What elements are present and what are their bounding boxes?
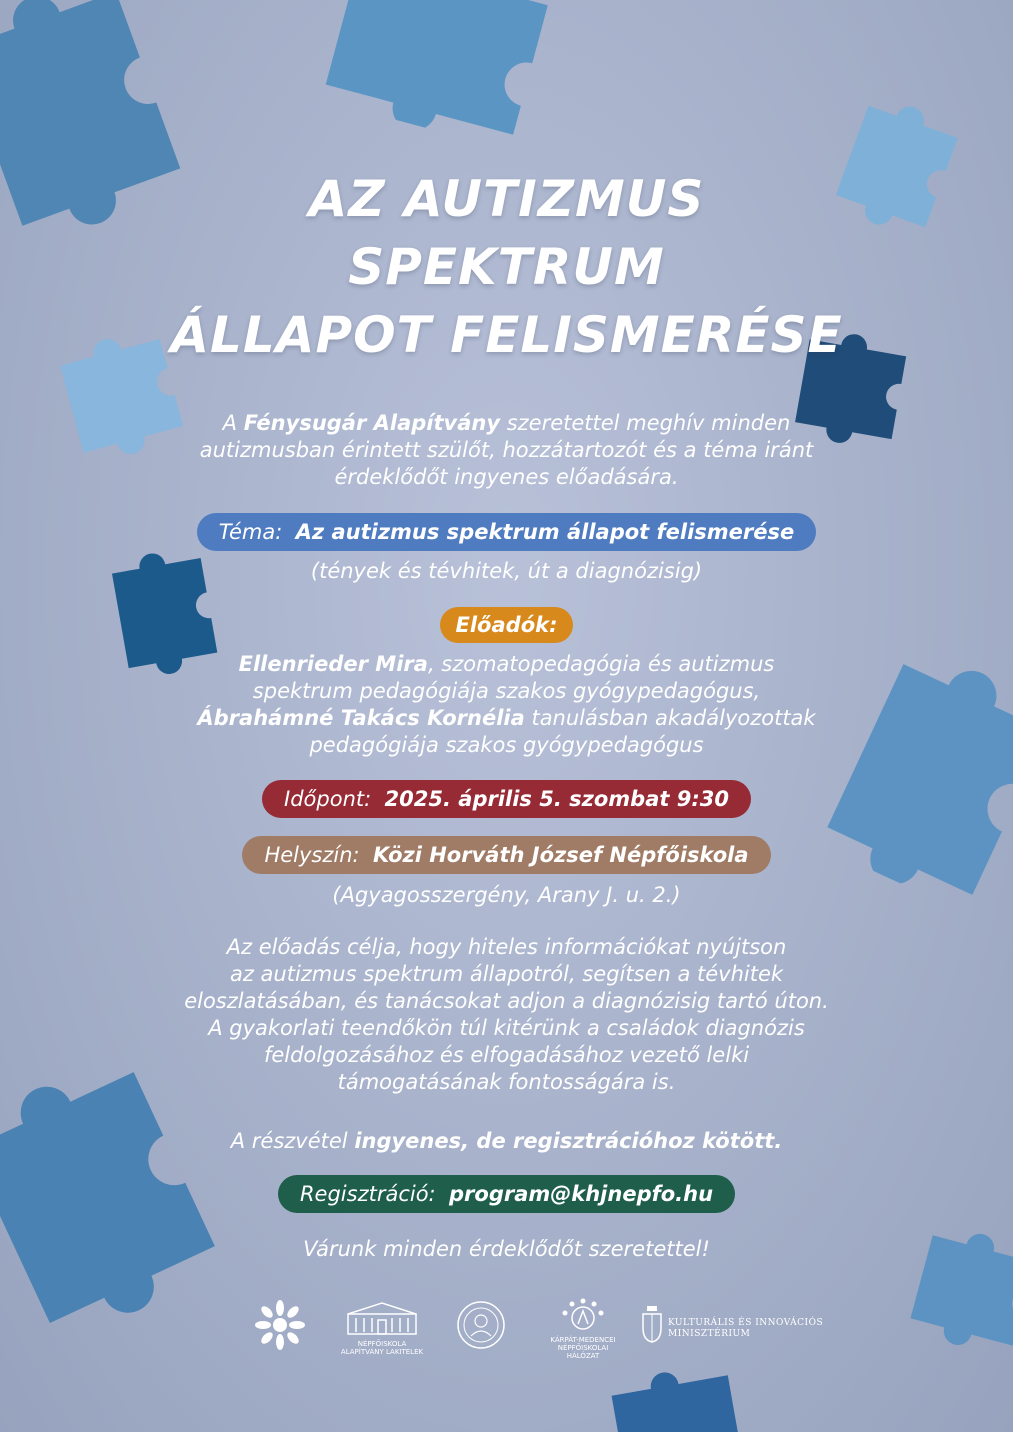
registration-row: [0, 1175, 1013, 1213]
nepfoiskola-logo: NÉPFŐISKOLA ALAPÍTVÁNY LAKITELEK: [340, 1300, 424, 1356]
intro-text: A Fénysugár Alapítvány szeretettel meghív minden autizmusban érintett szülőt, hozzátartozót és a téma iránt érdeklődőt ingyenes előadására.: [199, 411, 814, 489]
coat-of-arms-icon: [640, 1304, 664, 1344]
time-value: 2025. április 5. szombat 9:30: [384, 787, 729, 811]
title-line-1: AZ AUTIZMUS: [308, 170, 705, 228]
registration-pill: Regisztráció: program@khjnepfo.hu: [278, 1175, 735, 1213]
time-row: [0, 780, 1013, 818]
speaker-1-name: Ellenrieder Mira: [238, 652, 428, 676]
time-pill: Időpont: 2025. április 5. szombat 9:30: [262, 780, 751, 818]
registration-email[interactable]: program@khjnepfo.hu: [449, 1182, 714, 1206]
karpat-logo: KÁRPÁT-MEDENCEI NÉPFŐISKOLAI HÁLÓZAT: [548, 1298, 618, 1360]
topic-row: [0, 513, 1013, 551]
place-value: Közi Horváth József Népfőiskola: [372, 843, 749, 867]
speaker-2-name: Ábrahámné Takács Kornélia: [197, 706, 525, 730]
main-title: [0, 165, 1013, 369]
topic-pill: Téma: Az autizmus spektrum állapot felismerése: [197, 513, 817, 551]
speakers-list: Ellenrieder Mira, szomatopedagógia és autizmus spektrum pedagógiája szakos gyógypedagógus, Ábrahámné Takács Kornélia tanulásban akadályozottak pedagógiája szakos gyógypedagógus: [197, 652, 816, 757]
puzzle-piece-top-center: [312, 0, 578, 157]
topic-subtitle: (tények és tévhitek, út a diagnózisig): [310, 559, 703, 583]
place-pill: Helyszín: Közi Horváth József Népfőiskola: [242, 836, 770, 874]
topic-value: Az autizmus spektrum állapot felismerése: [295, 520, 795, 544]
network-circle-icon: [561, 1298, 605, 1334]
participation-text: A részvétel ingyenes, de regisztrációhoz kötött.: [230, 1129, 783, 1153]
fenysugar-logo: [255, 1300, 305, 1350]
purpose-text: Az előadás célja, hogy hiteles információkat nyújtson az autizmus spektrum állapotról, segítsen a tévhitek eloszlatásában, és tanácsokat adjon a diagnózisig tartó úton. A gyakorlati teendőkön túl kitérünk a családok diagnózis feldolgozásához és elfogadásához vezető lelki támogatásának fontosságára is.: [184, 935, 829, 1094]
title-line-2: SPEKTRUM: [348, 238, 665, 296]
title-line-3: ÁLLAPOT FELISMERÉSE: [170, 306, 843, 364]
place-row: [0, 836, 1013, 874]
speakers-label-row: [0, 607, 1013, 643]
closing-text: Várunk minden érdeklődőt szeretettel!: [303, 1237, 710, 1261]
place-address: (Agyagosszergény, Arany J. u. 2.): [332, 883, 681, 907]
ministry-logo-text: KULTURÁLIS ÉS INNOVÁCIÓS MINISZTÉRIUM: [668, 1318, 824, 1339]
building-icon: [342, 1300, 422, 1338]
speakers-pill: Előadók:: [440, 607, 574, 643]
seal-logo: [456, 1300, 506, 1350]
puzzle-piece-bottom-center: [594, 1358, 756, 1432]
foundation-name: Fénysugár Alapítvány: [243, 411, 501, 435]
